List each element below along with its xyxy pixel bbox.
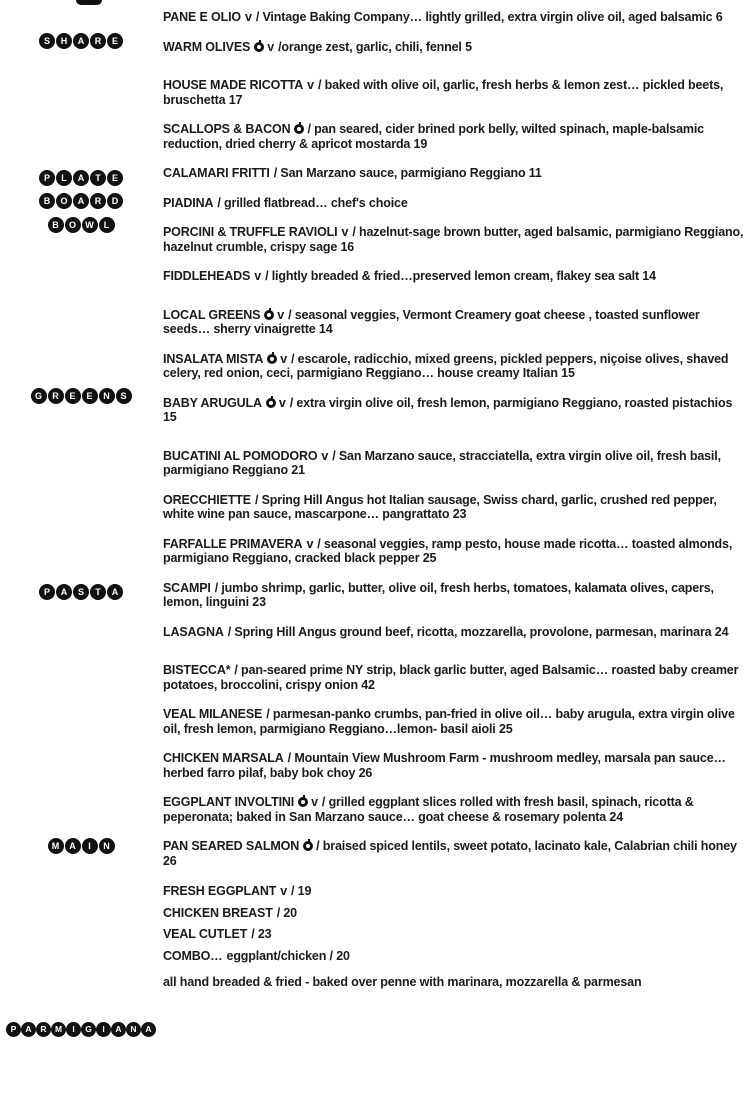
veg-flag: v — [267, 39, 275, 54]
item-description: / San Marzano sauce, stracciatella, extra virgin olive oil, fresh basil, parmigiano Reggiano 21 — [163, 448, 721, 477]
menu-item — [163, 751, 744, 780]
item-description: / hazelnut-sage brown butter, aged balsamic, parmigiano Reggiano, hazelnut crumble, crispy sage 16 — [163, 225, 744, 254]
item-description: / baked with olive oil, garlic, fresh herbs & lemon zest… pickled beets, bruschetta 17 — [163, 78, 724, 107]
parmigiana-note: all hand breaded & fried - baked over penne with marinara, mozzarella & parmesan — [163, 975, 642, 989]
item-name: HOUSE MADE RICOTTA — [163, 78, 304, 92]
item-name: VEAL CUTLET — [163, 927, 248, 941]
item-description: / parmesan-panko crumbs, pan-fried in olive oil… baby arugula, extra virgin olive oil, fresh lemon, parmigiano Reggiano…lemon- basil aioli 25 — [163, 707, 735, 736]
veg-flag: v — [311, 795, 318, 809]
item-description: / seasonal veggies, Vermont Creamery goat cheese , toasted sunflower seeds… sherry vinaigrette 14 — [163, 307, 700, 336]
menu-item — [163, 225, 744, 254]
item-description: / grilled eggplant slices rolled with fresh basil, spinach, ricotta & peperonata; baked in San Marzano sauce… goat cheese & rosemary polenta 24 — [163, 795, 694, 824]
menu-content — [163, 0, 744, 990]
menu-item — [163, 352, 744, 381]
item-name: PANE E OLIO — [163, 10, 241, 24]
apple-icon — [264, 310, 274, 320]
item-description: / Spring Hill Angus ground beef, ricotta, mozzarella, provolone, parmesan, marinara 24 — [227, 624, 729, 639]
item-name: PORCINI & TRUFFLE RAVIOLI — [163, 225, 338, 239]
item-description: / pan seared, cider brined pork belly, wilted spinach, maple-balsamic reduction, dried cherry & apricot mostarda 19 — [163, 122, 704, 151]
item-description: / extra virgin olive oil, fresh lemon, parmigiano Reggiano, roasted pistachios 15 — [163, 395, 733, 424]
item-description: / Vintage Baking Company… lightly grilled, extra virgin olive oil, aged balsamic 6 — [255, 10, 723, 24]
section-pasta — [163, 449, 744, 640]
veg-flag: v — [307, 78, 314, 92]
menu-item — [163, 122, 744, 151]
menu-item — [163, 581, 744, 610]
item-name: CHICKEN MARSALA — [163, 751, 284, 765]
menu-item — [163, 839, 744, 868]
item-name: SCAMPI — [163, 580, 211, 595]
item-name: COMBO… — [163, 948, 223, 963]
section-parmigiana — [163, 884, 744, 990]
item-name: BISTECCA* — [163, 663, 231, 677]
item-description: / San Marzano sauce, parmigiano Reggiano 11 — [273, 166, 542, 180]
section-badge-pasta: P A S T A — [0, 584, 162, 600]
menu-item — [163, 707, 744, 736]
section-badge-rail — [0, 0, 162, 1100]
item-name: PIADINA — [163, 195, 214, 210]
item-name: SCALLOPS & BACON — [163, 122, 291, 136]
menu-item — [163, 196, 744, 211]
cropped-badge-fragment — [76, 0, 102, 5]
apple-icon — [267, 354, 277, 364]
apple-icon — [298, 797, 308, 807]
item-name: CALAMARI FRITTI — [163, 166, 270, 180]
section-greens — [163, 308, 744, 425]
item-description: / 20 — [276, 905, 297, 920]
menu-item — [163, 269, 744, 284]
menu-item — [163, 40, 744, 55]
item-description: /orange zest, garlic, chili, fennel 5 — [278, 39, 472, 54]
veg-flag: v — [245, 10, 252, 24]
item-name: LASAGNA — [163, 624, 224, 639]
menu-item — [163, 10, 744, 25]
menu-item — [163, 906, 744, 921]
item-description: / Spring Hill Angus hot Italian sausage, Swiss chard, garlic, crushed red pepper, white wine pan sauce, mascarpone… pangrattato 23 — [163, 492, 717, 521]
section-main — [163, 663, 744, 868]
item-name: FRESH EGGPLANT — [163, 884, 277, 898]
menu-item — [163, 884, 744, 899]
menu-item — [163, 537, 744, 566]
section-badge-board: B O A R D — [0, 193, 162, 209]
item-name: VEAL MILANESE — [163, 707, 263, 721]
item-description: / escarole, radicchio, mixed greens, pickled peppers, niçoise olives, shaved celery, red onion, ceci, parmigiano Reggiano… house creamy Italian 15 — [163, 351, 729, 380]
veg-flag: v — [254, 269, 262, 283]
menu-item — [163, 493, 744, 522]
veg-flag: v — [306, 536, 314, 551]
menu-item — [163, 396, 744, 425]
section-badge-main: M A I N — [0, 838, 162, 854]
section-badge-share: S H A R E — [0, 33, 162, 49]
section-badge-plate: P L A T E — [0, 170, 162, 186]
menu-item — [163, 795, 744, 824]
menu-item — [163, 78, 744, 107]
apple-icon — [294, 124, 304, 134]
item-description: / seasonal veggies, ramp pesto, house made ricotta… toasted almonds, parmigiano Reggiano, cracked black pepper 25 — [163, 536, 733, 565]
item-name: FIDDLEHEADS — [163, 269, 251, 283]
item-description: / braised spiced lentils, sweet potato, lacinato kale, Calabrian chili honey 26 — [163, 839, 737, 868]
menu-item — [163, 949, 744, 964]
section-plate-board-bowl — [163, 78, 744, 284]
veg-flag: v — [280, 351, 288, 366]
section-badge-parmigiana: P A R M I G I A N A — [0, 1022, 162, 1037]
item-description: / lightly breaded & fried…preserved lemon cream, flakey sea salt 14 — [265, 269, 656, 283]
section-badge-greens: G R E E N S — [0, 388, 162, 404]
item-name: PAN SEARED SALMON — [163, 839, 300, 853]
item-name: LOCAL GREENS — [163, 307, 261, 322]
apple-icon — [303, 841, 313, 851]
item-name: FARFALLE PRIMAVERA — [163, 536, 303, 551]
veg-flag: v — [278, 395, 286, 410]
section-badge-bowl: B O W L — [0, 217, 162, 233]
menu-item — [163, 625, 744, 640]
veg-flag: v — [341, 225, 349, 239]
menu-item — [163, 166, 744, 181]
item-name: WARM OLIVES — [163, 39, 251, 54]
item-description: / jumbo shrimp, garlic, butter, olive oil, fresh herbs, tomatoes, kalamata olives, capers, lemon, linguini 23 — [163, 580, 714, 609]
item-name: ORECCHIETTE — [163, 492, 251, 507]
item-description: / 19 — [291, 884, 312, 898]
veg-flag: v — [280, 884, 287, 898]
apple-icon — [266, 398, 276, 408]
item-description: / grilled flatbread… chef's choice — [217, 195, 408, 210]
veg-flag: v — [277, 307, 285, 322]
veg-flag: v — [321, 448, 329, 463]
item-name: BABY ARUGULA — [163, 395, 262, 410]
menu-item — [163, 449, 744, 478]
item-description: / pan-seared prime NY strip, black garlic butter, aged Balsamic… roasted baby creamer potatoes, broccolini, crispy onion 42 — [163, 663, 739, 692]
item-name: INSALATA MISTA — [163, 351, 264, 366]
item-name: EGGPLANT INVOLTINI — [163, 795, 295, 809]
item-description: / Mountain View Mushroom Farm - mushroom medley, marsala pan sauce… herbed farro pilaf, baby bok choy 26 — [163, 751, 726, 780]
menu-item — [163, 663, 744, 692]
section-share — [163, 10, 744, 54]
menu-item — [163, 927, 744, 942]
item-name: BUCATINI AL POMODORO — [163, 448, 318, 463]
item-name: CHICKEN BREAST — [163, 905, 273, 920]
item-description: / 23 — [251, 927, 272, 941]
apple-icon — [254, 42, 264, 52]
item-description: eggplant/chicken / 20 — [226, 948, 350, 963]
menu-item — [163, 308, 744, 337]
